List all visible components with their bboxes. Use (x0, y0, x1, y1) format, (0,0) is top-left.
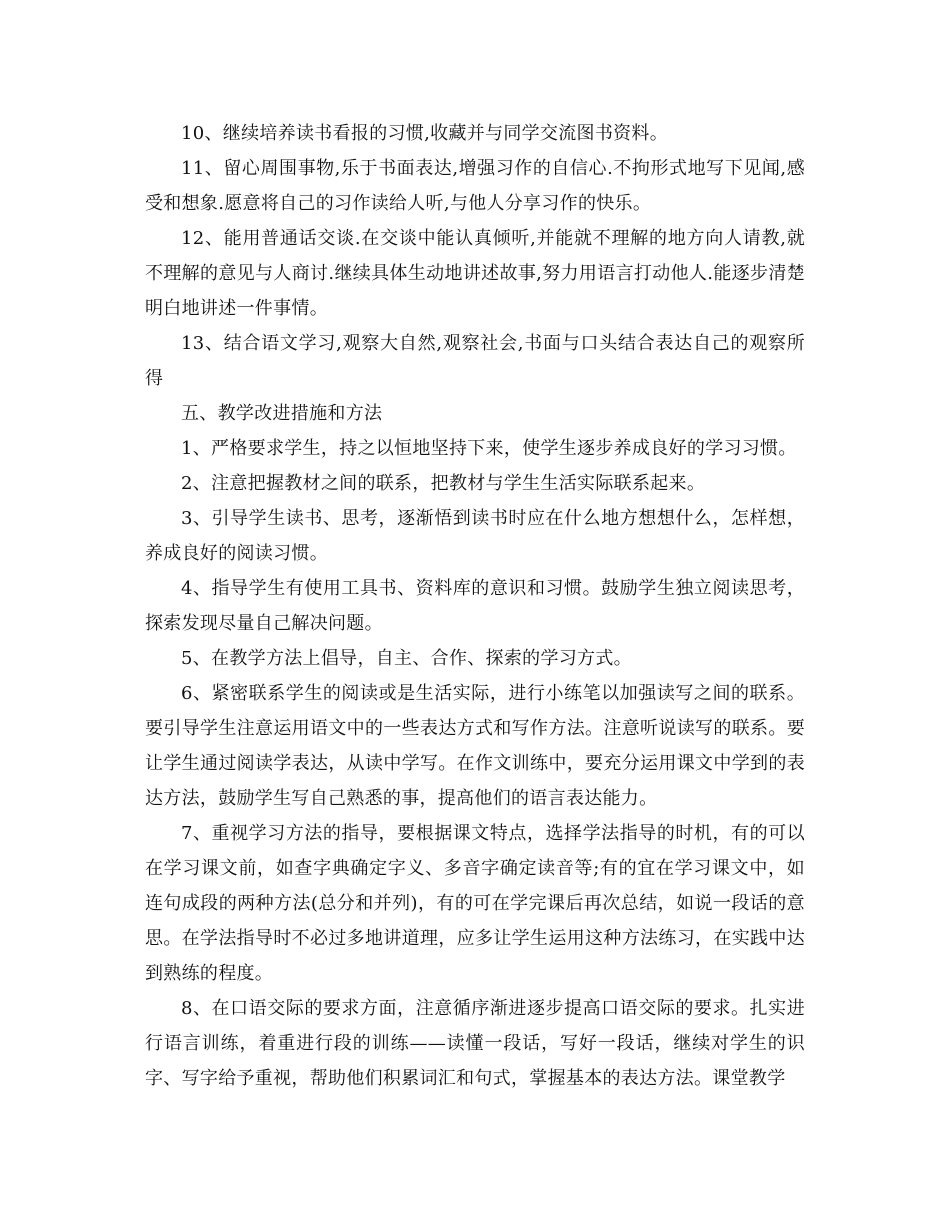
paragraph-measure-1: 1、严格要求学生，持之以恒地坚持下来，使学生逐步养成良好的学习习惯。 (181, 438, 797, 459)
paragraph-measure-8: 8、在口语交际的要求方面，注意循序渐进逐步提高口语交际的要求。扎实进行语言训练，着重进行段的训练——读懂一段话，写好一段话，继续对学生的识字、写字给予重视，帮助他们积累词汇和句式，掌握基本的表达方法。课堂教学 (145, 998, 805, 1089)
paragraph-measure-5: 5、在教学方法上倡导，自主、合作、探索的学习方式。 (181, 648, 632, 669)
document-body (145, 116, 805, 1096)
paragraph-item-13: 13、结合语文学习,观察大自然,观察社会,书面与口头结合表达自己的观察所得 (145, 333, 805, 389)
paragraph-item-10: 10、继续培养读书看报的习惯,收藏并与同学交流图书资料。 (181, 123, 669, 144)
paragraph-measure-7: 7、重视学习方法的指导，要根据课文特点，选择学法指导的时机，有的可以在学习课文前，如查字典确定字义、多音字确定读音等;有的宜在学习课文中，如连句成段的两种方法(总分和并列)，有的可在学完课后再次总结，如说一段话的意思。在学法指导时不必过多地讲道理，应多让学生运用这种方法练习，在实践中达到熟练的程度。 (145, 823, 805, 984)
paragraph-measure-6: 6、紧密联系学生的阅读或是生活实际，进行小练笔以加强读写之间的联系。要引导学生注意运用语文中的一些表达方式和写作方法。注意听说读写的联系。要让学生通过阅读学表达，从读中学写。在作文训练中，要充分运用课文中学到的表达方法，鼓励学生写自己熟悉的事，提高他们的语言表达能力。 (145, 683, 805, 809)
section-heading-five: 五、教学改进措施和方法 (181, 403, 383, 424)
paragraph-measure-3: 3、引导学生读书、思考，逐渐悟到读书时应在什么地方想想什么，怎样想，养成良好的阅读习惯。 (145, 508, 805, 564)
paragraph-item-12: 12、能用普通话交谈.在交谈中能认真倾听,并能就不理解的地方向人请教,就不理解的意见与人商讨.继续具体生动地讲述故事,努力用语言打动他人.能逐步清楚明白地讲述一件事情。 (145, 228, 805, 319)
paragraph-measure-2: 2、注意把握教材之间的联系，把教材与学生生活实际联系起来。 (181, 473, 706, 494)
paragraph-item-11: 11、留心周围事物,乐于书面表达,增强习作的自信心.不拘形式地写下见闻,感受和想象.愿意将自己的习作读给人听,与他人分享习作的快乐。 (145, 158, 805, 214)
paragraph-measure-4: 4、指导学生有使用工具书、资料库的意识和习惯。鼓励学生独立阅读思考，探索发现尽量自己解决问题。 (145, 578, 805, 634)
